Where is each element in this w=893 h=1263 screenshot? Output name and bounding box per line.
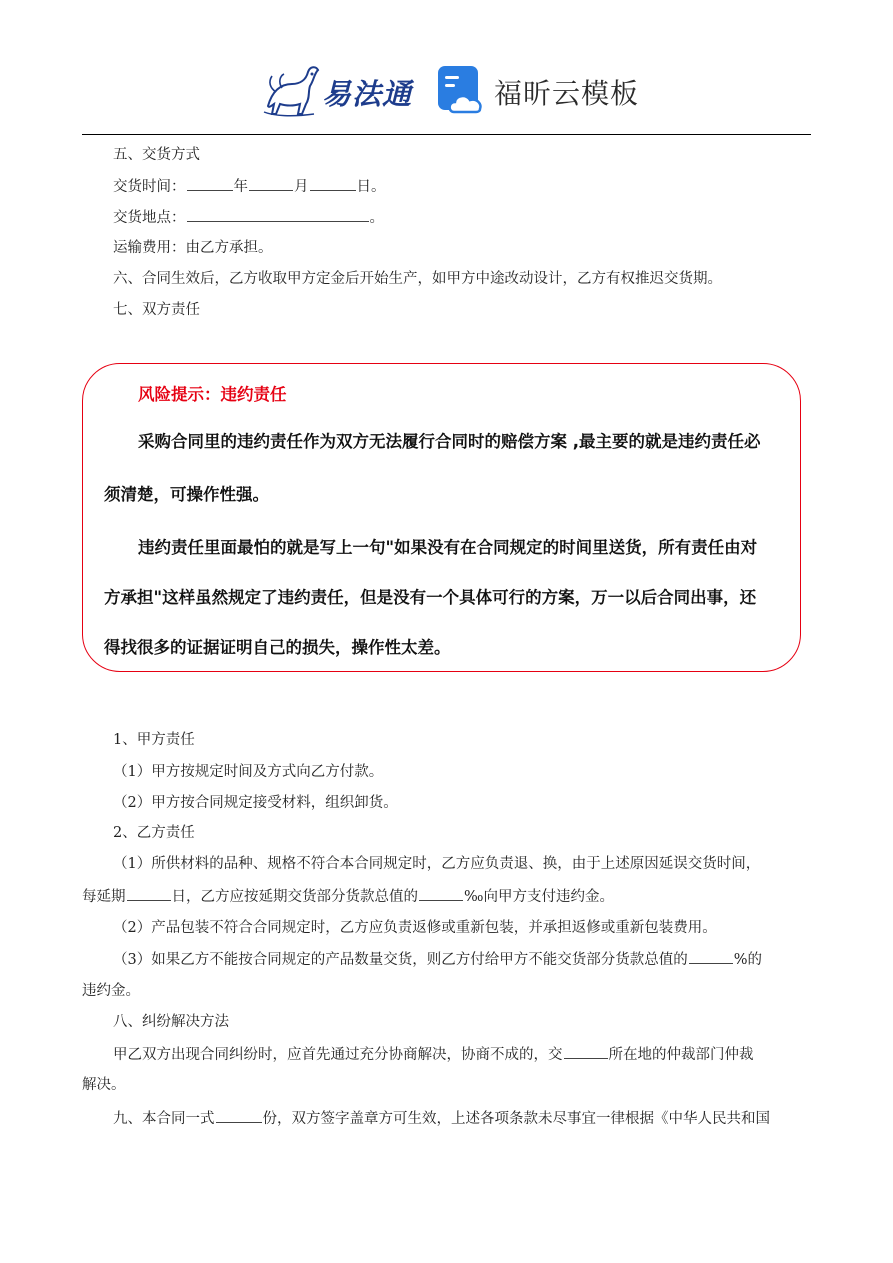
- section8-line2: 解决。: [82, 1077, 126, 1093]
- month-label: 月: [294, 179, 309, 195]
- year-label: 年: [233, 179, 248, 195]
- section6-text: 六、合同生效后，乙方收取甲方定金后开始生产，如甲方中途改动设计，乙方有权推迟交货期。: [113, 271, 722, 287]
- delivery-month-blank[interactable]: [249, 176, 293, 191]
- party-b-item3-line2: 违约金。: [82, 983, 140, 999]
- section5-heading: 五、交货方式: [113, 147, 200, 163]
- page-header: [0, 0, 893, 136]
- penalty-permille-blank[interactable]: [419, 886, 463, 901]
- copies-blank[interactable]: [216, 1108, 262, 1123]
- delivery-place-blank[interactable]: [187, 207, 369, 222]
- delivery-place-line: [113, 207, 384, 228]
- delay-suffix: ‰向甲方支付违约金。: [464, 889, 614, 905]
- delay-days-blank[interactable]: [127, 886, 171, 901]
- delay-middle: 日，乙方应按延期交货部分货款总值的: [171, 889, 418, 905]
- copies-prefix: 九、本合同一式: [113, 1111, 215, 1127]
- party-b-item1-line2: [82, 886, 614, 907]
- document-cloud-icon: [436, 64, 486, 116]
- party-b-item2: （2）产品包装不符合合同规定时，乙方应负责返修或重新包装，并承担返修或重新包装费用。: [113, 920, 717, 936]
- delivery-time-label: 交货时间：: [113, 179, 186, 195]
- party-a-item1: （1）甲方按规定时间及方式向乙方付款。: [113, 764, 384, 780]
- party-a-heading: 1、甲方责任: [113, 732, 195, 748]
- party-a-item2: （2）甲方按合同规定接受材料，组织卸货。: [113, 795, 398, 811]
- fuxin-logo: [436, 62, 646, 120]
- arbitration-place-blank[interactable]: [564, 1044, 608, 1059]
- delay-prefix: 每延期: [82, 889, 126, 905]
- header-divider: [82, 134, 811, 135]
- delivery-place-end: 。: [369, 210, 384, 226]
- quantity-penalty-blank[interactable]: [689, 949, 733, 964]
- risk-paragraph2-line1: 违约责任里面最怕的就是写上一句"如果没有在合同规定的时间里送货，所有责任由对: [138, 538, 758, 557]
- copies-suffix: 份，双方签字盖章方可生效，上述各项条款未尽事宜一律根据《中华人民共和国: [262, 1111, 770, 1127]
- risk-title: 风险提示：违约责任: [138, 385, 287, 404]
- delivery-place-label: 交货地点：: [113, 210, 186, 226]
- section9-line1: [113, 1108, 770, 1129]
- quantity-penalty-suffix: %的: [733, 952, 763, 968]
- transport-cost: 运输费用：由乙方承担。: [113, 240, 273, 256]
- quantity-penalty-text: （3）如果乙方不能按合同规定的产品数量交货，则乙方付给甲方不能交货部分货款总值的: [113, 952, 688, 968]
- party-b-item1-line1: （1）所供材料的品种、规格不符合本合同规定时，乙方应负责退、换，由于上述原因延误交货时间，: [113, 856, 761, 872]
- risk-paragraph1-line1: 采购合同里的违约责任作为双方无法履行合同时的赔偿方案 ,最主要的就是违约责任必: [138, 432, 761, 451]
- risk-paragraph2-line3: 得找很多的证据证明自己的损失，操作性太差。: [104, 638, 451, 657]
- qilin-emblem-icon: [262, 62, 322, 118]
- risk-warning-box: [82, 363, 801, 672]
- yifatong-logo: [262, 62, 417, 120]
- section8-line1: [113, 1044, 754, 1065]
- party-b-item3-line1: [113, 949, 762, 970]
- party-b-heading: 2、乙方责任: [113, 825, 195, 841]
- risk-paragraph2-line2: 方承担"这样虽然规定了违约责任，但是没有一个具体可行的方案，万一以后合同出事，还: [104, 588, 757, 607]
- delivery-year-blank[interactable]: [187, 176, 233, 191]
- day-label: 日。: [356, 179, 386, 195]
- delivery-day-blank[interactable]: [310, 176, 356, 191]
- delivery-time-line: [113, 176, 386, 197]
- section8-heading: 八、纠纷解决方法: [113, 1014, 229, 1030]
- risk-paragraph1-line2: 须清楚，可操作性强。: [104, 485, 269, 504]
- yifatong-brand-text: 易法通: [322, 77, 413, 111]
- dispute-text: 甲乙双方出现合同纠纷时，应首先通过充分协商解决，协商不成的，交: [113, 1047, 563, 1063]
- section7-heading: 七、双方责任: [113, 302, 200, 318]
- fuxin-brand-text: 福昕云模板: [494, 77, 640, 110]
- dispute-suffix: 所在地的仲裁部门仲裁: [608, 1047, 754, 1063]
